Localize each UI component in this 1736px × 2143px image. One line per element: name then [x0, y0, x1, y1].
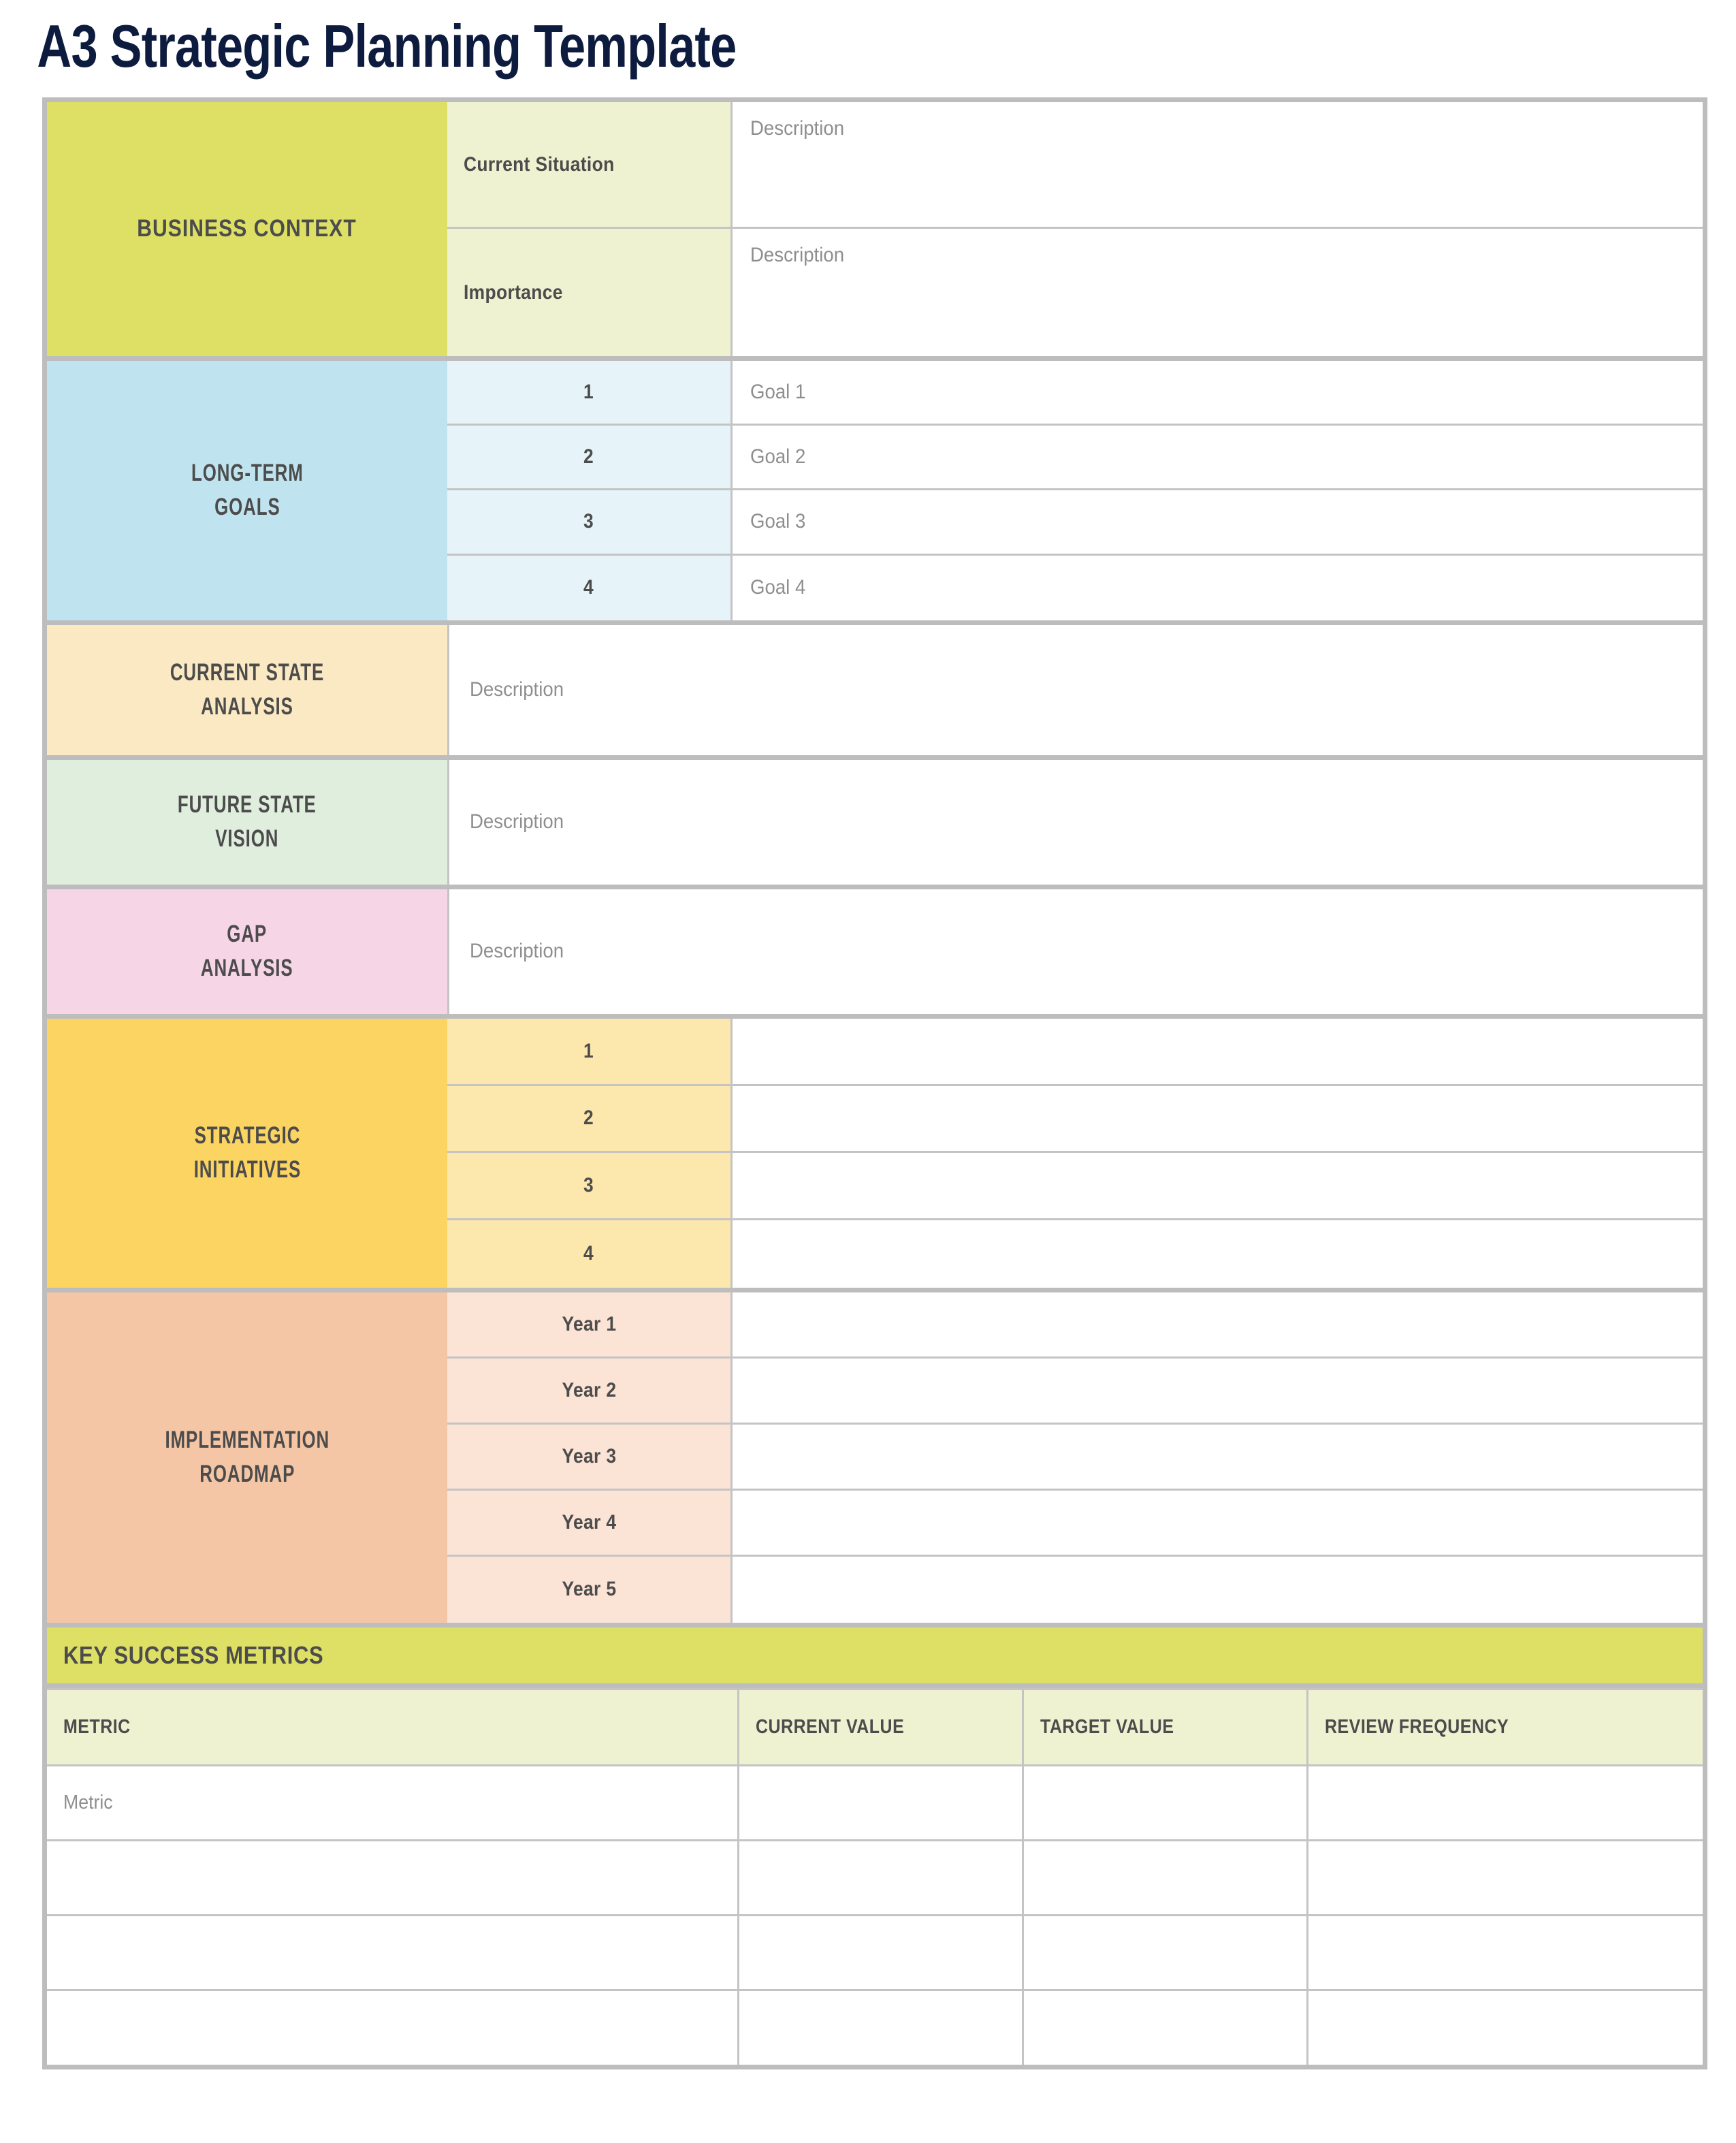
business-context-sublabels	[447, 102, 730, 356]
goal-number: 2	[447, 426, 730, 490]
future-state-vision-value[interactable]: Description	[447, 760, 1703, 885]
section-label-current-state-analysis	[47, 625, 447, 755]
goal-value[interactable]: Goal 1	[730, 361, 1703, 426]
table-row	[47, 1765, 1703, 1840]
column-header-current-value: CURRENT VALUE	[738, 1689, 1023, 1765]
cell-current-value[interactable]	[738, 1840, 1023, 1915]
roadmap-year-label: Year 1	[447, 1292, 730, 1359]
initiative-value[interactable]	[730, 1086, 1703, 1154]
cell-target-value[interactable]	[1023, 1990, 1307, 2065]
cell-target-value[interactable]	[1023, 1765, 1307, 1840]
section-label-long-term-goals	[47, 361, 447, 620]
implementation-roadmap-label-line1: IMPLEMENTATION	[165, 1426, 329, 1453]
roadmap-year-value[interactable]	[730, 1491, 1703, 1557]
section-gap-analysis	[47, 889, 1703, 1019]
gap-analysis-label-line2: ANALYSIS	[201, 955, 293, 982]
template-grid	[42, 97, 1707, 2070]
section-long-term-goals	[47, 361, 1703, 625]
initiative-value[interactable]	[730, 1220, 1703, 1288]
goal-number: 1	[447, 361, 730, 426]
initiative-value[interactable]	[730, 1153, 1703, 1220]
metrics-header-row	[47, 1689, 1703, 1765]
implementation-roadmap-years	[447, 1292, 730, 1623]
long-term-goals-label-line2: GOALS	[214, 494, 280, 521]
strategic-initiatives-label-line1: STRATEGIC	[194, 1122, 300, 1149]
strategic-initiatives-label-line2: INITIATIVES	[193, 1156, 301, 1184]
roadmap-year-value[interactable]	[730, 1359, 1703, 1425]
business-context-label: BUSINESS CONTEXT	[137, 215, 357, 242]
gap-analysis-value[interactable]: Description	[447, 889, 1703, 1014]
initiative-number: 1	[447, 1019, 730, 1086]
initiative-number: 2	[447, 1086, 730, 1154]
section-current-state-analysis	[47, 625, 1703, 760]
future-state-label-line1: FUTURE STATE	[178, 791, 317, 818]
table-row	[47, 1990, 1703, 2065]
future-state-label-line2: VISION	[215, 825, 279, 853]
key-success-metrics-title: KEY SUCCESS METRICS	[47, 1628, 1703, 1688]
roadmap-year-label: Year 2	[447, 1359, 730, 1425]
section-implementation-roadmap	[47, 1292, 1703, 1628]
key-success-metrics-table	[47, 1688, 1703, 2065]
goal-value[interactable]: Goal 2	[730, 426, 1703, 490]
section-label-future-state-vision	[47, 760, 447, 885]
section-business-context	[47, 102, 1703, 361]
current-state-analysis-value[interactable]: Description	[447, 625, 1703, 755]
cell-metric[interactable]	[47, 1840, 738, 1915]
implementation-roadmap-label-line2: ROADMAP	[199, 1461, 295, 1488]
section-label-gap-analysis	[47, 889, 447, 1014]
current-state-label-line1: CURRENT STATE	[170, 658, 325, 686]
column-header-target-value: TARGET VALUE	[1023, 1689, 1307, 1765]
roadmap-year-value[interactable]	[730, 1557, 1703, 1623]
current-state-label-line2: ANALYSIS	[201, 693, 293, 720]
section-strategic-initiatives	[47, 1019, 1703, 1292]
roadmap-year-value[interactable]	[730, 1292, 1703, 1359]
table-row	[47, 1840, 1703, 1915]
importance-label: Importance	[464, 281, 563, 304]
table-row	[47, 1915, 1703, 1990]
goal-number: 4	[583, 576, 594, 599]
long-term-goals-numbers	[447, 361, 730, 620]
cell-target-value[interactable]	[1023, 1915, 1307, 1990]
current-situation-label: Current Situation	[464, 153, 615, 176]
goal-number: 3	[447, 490, 730, 555]
section-future-state-vision	[47, 760, 1703, 889]
section-label-strategic-initiatives	[47, 1019, 447, 1288]
section-key-success-metrics	[47, 1628, 1703, 2065]
initiative-number: 3	[447, 1153, 730, 1220]
cell-metric[interactable]: Metric	[47, 1765, 738, 1840]
long-term-goals-values	[730, 361, 1703, 620]
section-label-business-context	[47, 102, 447, 356]
cell-review-frequency[interactable]	[1307, 1915, 1703, 1990]
column-header-review-frequency: REVIEW FREQUENCY	[1307, 1689, 1703, 1765]
cell-metric[interactable]	[47, 1915, 738, 1990]
roadmap-year-label: Year 5	[562, 1578, 616, 1601]
metrics-body	[47, 1765, 1703, 2065]
goal-value[interactable]: Goal 3	[730, 490, 1703, 555]
business-context-values	[730, 102, 1703, 356]
cell-target-value[interactable]	[1023, 1840, 1307, 1915]
long-term-goals-label-line1: LONG-TERM	[191, 459, 304, 486]
goal-value[interactable]: Goal 4	[730, 556, 1703, 620]
current-situation-value[interactable]: Description	[730, 102, 1703, 229]
section-label-implementation-roadmap	[47, 1292, 447, 1623]
gap-analysis-label-line1: GAP	[227, 920, 268, 947]
cell-review-frequency[interactable]	[1307, 1765, 1703, 1840]
implementation-roadmap-values	[730, 1292, 1703, 1623]
importance-value[interactable]: Description	[730, 229, 1703, 356]
page-title: A3 Strategic Planning Template	[37, 12, 737, 80]
business-context-row-label	[447, 229, 730, 356]
roadmap-year-label: Year 3	[447, 1425, 730, 1491]
cell-current-value[interactable]	[738, 1915, 1023, 1990]
roadmap-year-value[interactable]	[730, 1425, 1703, 1491]
column-header-metric: METRIC	[47, 1689, 738, 1765]
initiative-value[interactable]	[730, 1019, 1703, 1086]
cell-metric[interactable]	[47, 1990, 738, 2065]
business-context-row-label	[447, 102, 730, 229]
cell-current-value[interactable]	[738, 1765, 1023, 1840]
cell-review-frequency[interactable]	[1307, 1990, 1703, 2065]
strategic-initiatives-values	[730, 1019, 1703, 1288]
initiative-number: 4	[583, 1242, 594, 1265]
strategic-initiatives-numbers	[447, 1019, 730, 1288]
cell-review-frequency[interactable]	[1307, 1840, 1703, 1915]
cell-current-value[interactable]	[738, 1990, 1023, 2065]
roadmap-year-label: Year 4	[447, 1491, 730, 1557]
